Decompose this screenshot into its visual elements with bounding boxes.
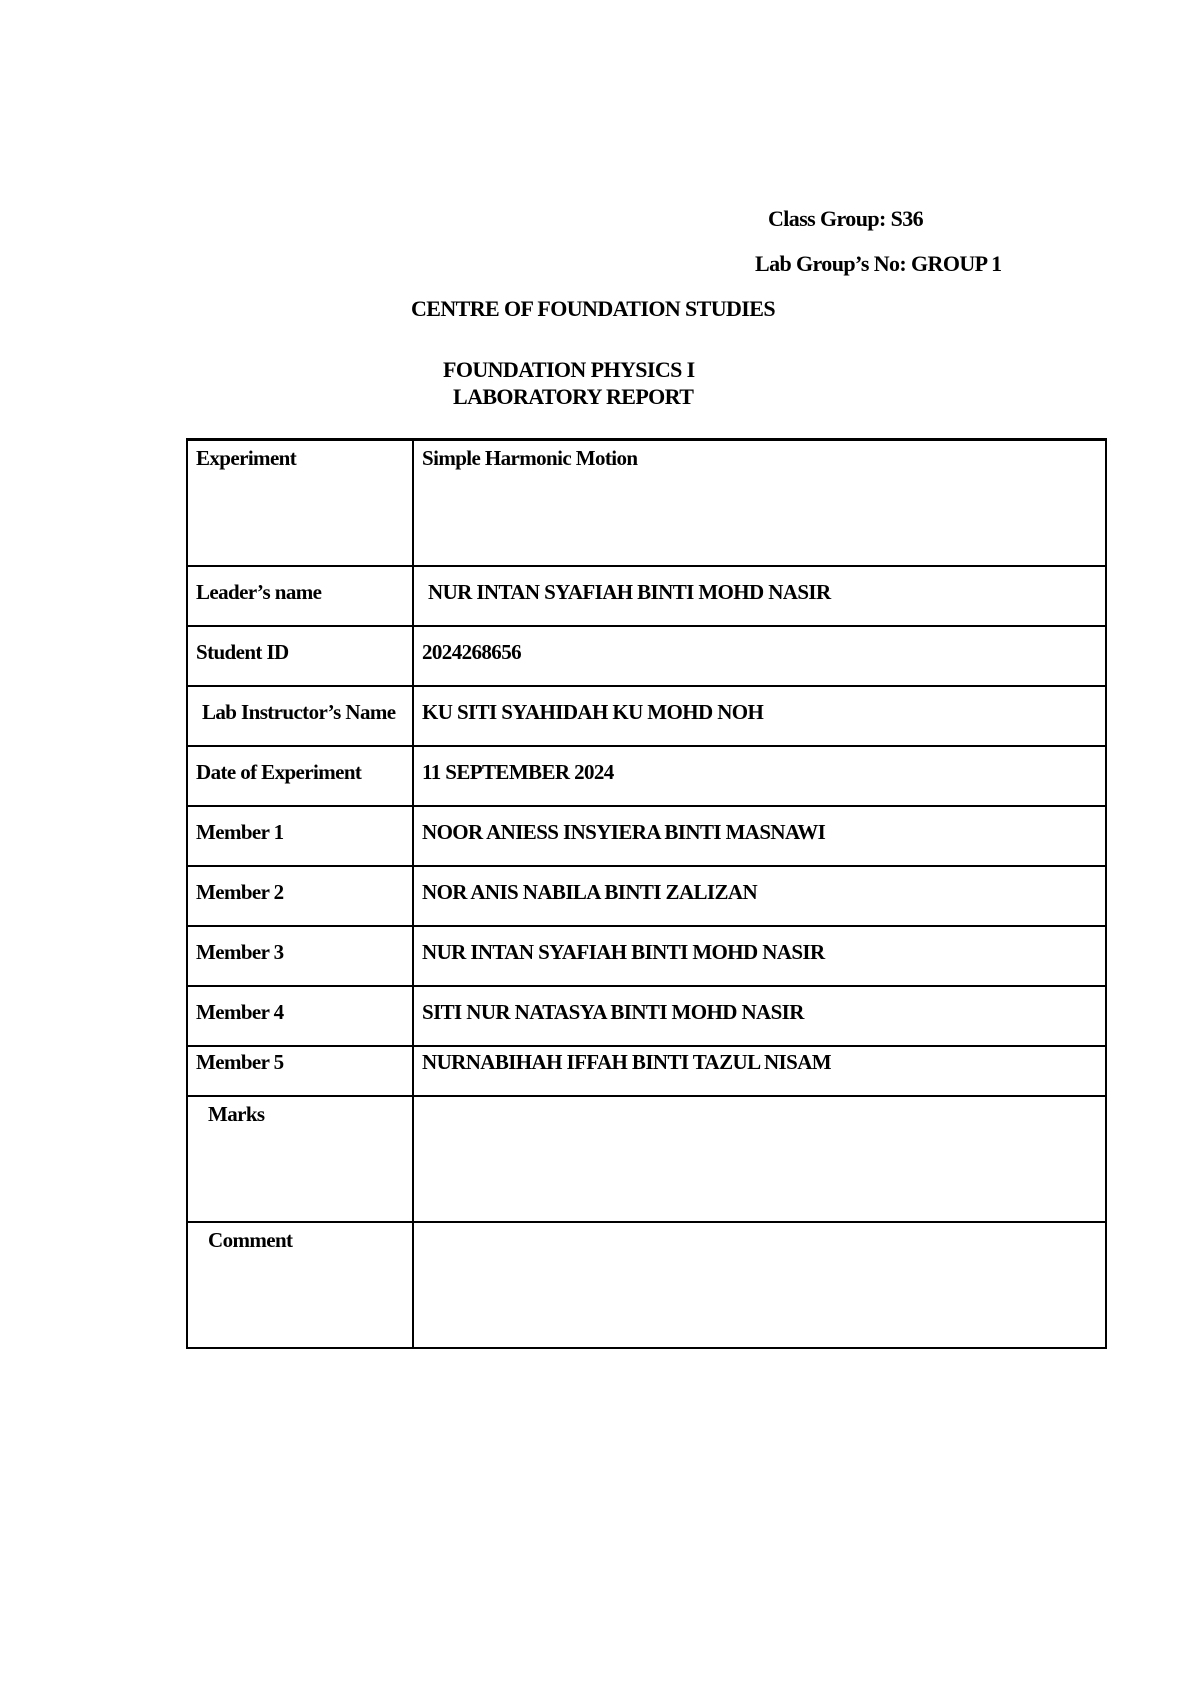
member-5-label: Member 5 (187, 1046, 413, 1096)
table-row-member-1 (187, 806, 1106, 866)
table-row-marks (187, 1096, 1106, 1222)
table-row-comment (187, 1222, 1106, 1348)
marks-value (413, 1096, 1106, 1222)
member-3-value: NUR INTAN SYAFIAH BINTI MOHD NASIR (413, 926, 1106, 986)
member-1-label: Member 1 (187, 806, 413, 866)
member-2-value: NOR ANIS NABILA BINTI ZALIZAN (413, 866, 1106, 926)
date-label: Date of Experiment (187, 746, 413, 806)
experiment-label: Experiment (187, 440, 413, 567)
lab-group-number: Lab Group’s No: GROUP 1 (755, 251, 1002, 276)
marks-label: Marks (187, 1096, 413, 1222)
table-row-leader (187, 566, 1106, 626)
report-info-table (186, 438, 1107, 1349)
comment-label: Comment (187, 1222, 413, 1348)
table-row-experiment (187, 440, 1106, 567)
comment-value (413, 1222, 1106, 1348)
member-4-value: SITI NUR NATASYA BINTI MOHD NASIR (413, 986, 1106, 1046)
table-row-member-3 (187, 926, 1106, 986)
table-row-member-4 (187, 986, 1106, 1046)
student-id-value: 2024268656 (413, 626, 1106, 686)
member-2-label: Member 2 (187, 866, 413, 926)
member-1-value: NOOR ANIESS INSYIERA BINTI MASNAWI (413, 806, 1106, 866)
table-row-instructor (187, 686, 1106, 746)
instructor-label: Lab Instructor’s Name (187, 686, 413, 746)
table-row-student-id (187, 626, 1106, 686)
member-3-label: Member 3 (187, 926, 413, 986)
centre-heading: CENTRE OF FOUNDATION STUDIES (411, 296, 775, 321)
table-row-date (187, 746, 1106, 806)
table-row-member-2 (187, 866, 1106, 926)
date-value: 11 SEPTEMBER 2024 (413, 746, 1106, 806)
member-4-label: Member 4 (187, 986, 413, 1046)
table-row-member-5 (187, 1046, 1106, 1096)
student-id-label: Student ID (187, 626, 413, 686)
instructor-value: KU SITI SYAHIDAH KU MOHD NOH (413, 686, 1106, 746)
leader-value: NUR INTAN SYAFIAH BINTI MOHD NASIR (413, 566, 1106, 626)
leader-label: Leader’s name (187, 566, 413, 626)
class-group: Class Group: S36 (768, 206, 924, 231)
member-5-value: NURNABIHAH IFFAH BINTI TAZUL NISAM (413, 1046, 1106, 1096)
report-heading: LABORATORY REPORT (453, 384, 694, 409)
course-heading: FOUNDATION PHYSICS I (443, 357, 695, 382)
experiment-value: Simple Harmonic Motion (413, 440, 1106, 567)
